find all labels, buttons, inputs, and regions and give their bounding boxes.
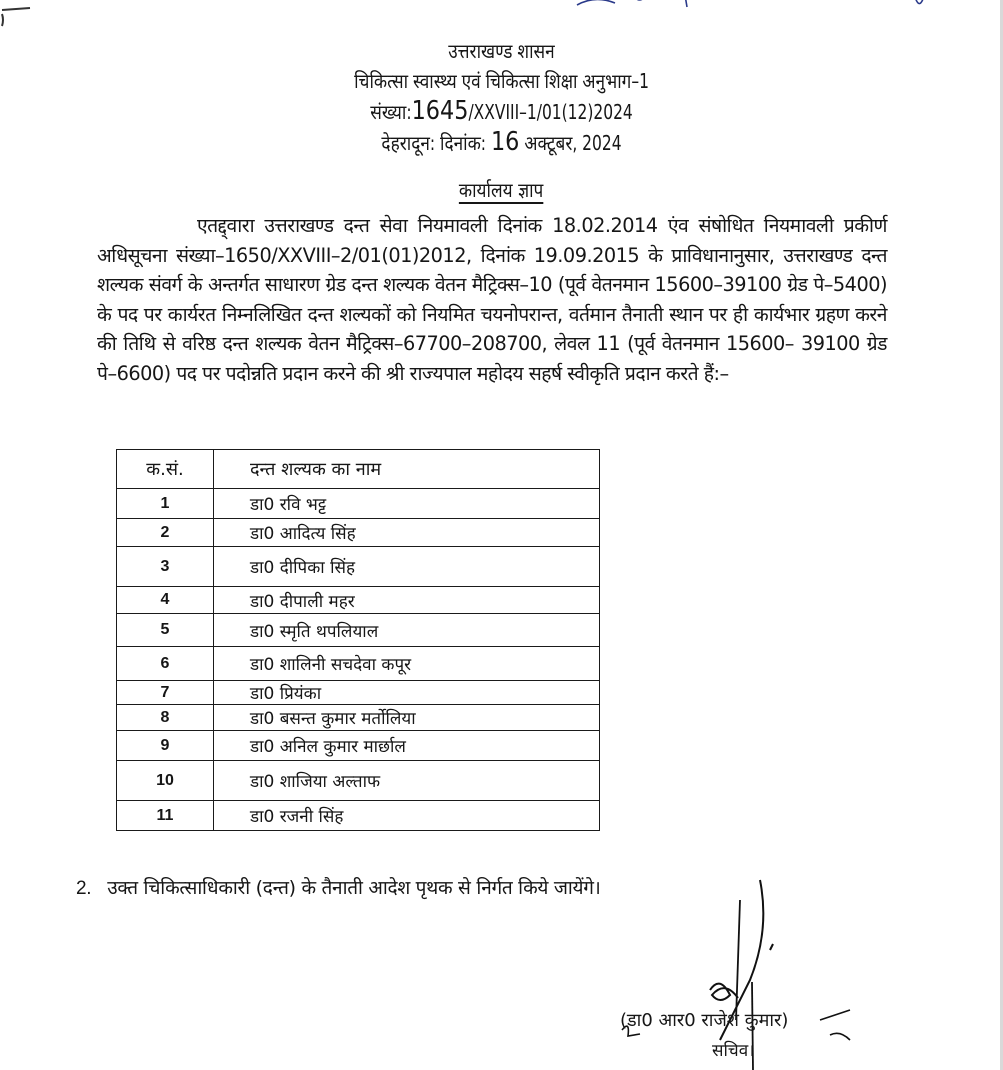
- serial-number: 6: [117, 647, 214, 681]
- dentist-name: डा0 अनिल कुमार मार्छाल: [214, 731, 600, 761]
- table-row: [117, 801, 600, 831]
- dentist-name: डा0 दीपिका सिंह: [214, 547, 600, 587]
- table-row: [117, 705, 600, 731]
- handwritten-mark-top-left: [0, 0, 70, 30]
- table-row: [117, 681, 600, 705]
- table-header-row: [117, 450, 600, 489]
- serial-number: 9: [117, 731, 214, 761]
- body-paragraph: एतद्द्वारा उत्तराखण्ड दन्त सेवा नियमावली दिनांक 18.02.2014 एंव संषोधित नियमावली प्रकीर्ण अधिसूचना संख्या–1650/XXVIII–2/01(01)2012, दिनांक 19.09.2015 के प्राविधानानुसार, उत्तराखण्ड दन्त शल्यक संवर्ग के अन्तर्गत साधारण ग्रेड दन्त शल्यक वेतन मैट्रिक्स–10 (पूर्व वेतनमान 15600–39100 ग्रेड पे–5400) के पद पर कार्यरत निम्नलिखित दन्त शल्यकों को नियमित चयनोपरान्त, वर्तमान तैनाती स्थान पर ही कार्यभार ग्रहण करने की तिथि से वरिष्ठ दन्त शल्यक वेतन मैट्रिक्स–67700–208700, लेवल 11 (पूर्व वेतनमान 15600– 39100 ग्रेड पे–6600) पद पर पदोन्नति प्रदान करने की श्री राज्यपाल महोदय सहर्ष स्वीकृति प्रदान करते हैं:–: [97, 214, 887, 385]
- serial-number: 4: [117, 587, 214, 614]
- serial-number: 8: [117, 705, 214, 731]
- header-name: दन्त शल्यक का नाम: [214, 450, 600, 489]
- table-body: [117, 489, 600, 831]
- point-2: [76, 874, 601, 900]
- table-row: [117, 731, 600, 761]
- document-header: [0, 36, 1003, 158]
- table-row: [117, 647, 600, 681]
- serial-number: 10: [117, 761, 214, 801]
- serial-number: 2: [117, 519, 214, 547]
- government-name: उत्तराखण्ड शासन: [448, 39, 555, 63]
- number-label: संख्या:: [370, 100, 412, 124]
- table-row: [117, 614, 600, 647]
- memo-subject: [0, 176, 1003, 203]
- dentist-name: डा0 बसन्त कुमार मर्तोलिया: [214, 705, 600, 731]
- dentist-name: डा0 दीपाली महर: [214, 587, 600, 614]
- promotion-table: [116, 449, 600, 831]
- date-rest: अक्टूबर, 2024: [524, 131, 622, 155]
- signatory-name: (डा0 आर0 राजेश कुमार): [620, 1010, 789, 1031]
- handwritten-note-top-right: [575, 0, 975, 15]
- table-row: [117, 489, 600, 519]
- department-name: चिकित्सा स्वास्थ्य एवं चिकित्सा शिक्षा अनुभाग–1: [354, 69, 649, 93]
- serial-number: 3: [117, 547, 214, 587]
- table-row: [117, 587, 600, 614]
- dentist-name: डा0 रजनी सिंह: [214, 801, 600, 831]
- signatory-title: सचिव।: [712, 1041, 755, 1061]
- dentist-name: डा0 शाजिया अल्ताफ: [214, 761, 600, 801]
- dentist-name: डा0 शालिनी सचदेवा कपूर: [214, 647, 600, 681]
- point-text: उक्त चिकित्साधिकारी (दन्त) के तैनाती आदेश पृथक से निर्गत किये जायेंगे।: [107, 877, 601, 899]
- serial-number: 1: [117, 489, 214, 519]
- date-label: देहरादून: दिनांक:: [381, 131, 487, 155]
- serial-number: 7: [117, 681, 214, 705]
- point-number: 2.: [76, 878, 92, 899]
- table-row: [117, 761, 600, 801]
- dentist-name: डा0 प्रियंका: [214, 681, 600, 705]
- date-day-handwritten: 16: [490, 127, 520, 157]
- number-handwritten: 1645: [411, 96, 469, 126]
- number-suffix: /XXVIII–1/01(12)2024: [468, 100, 633, 124]
- subject-text: कार्यालय ज्ञाप: [459, 178, 544, 202]
- dentist-name: डा0 स्मृति थपलियाल: [214, 614, 600, 647]
- table-row: [117, 519, 600, 547]
- table-row: [117, 547, 600, 587]
- serial-number: 11: [117, 801, 214, 831]
- reference-number: [70, 96, 933, 127]
- dentist-name: डा0 रवि भट्ट: [214, 489, 600, 519]
- header-serial-number: क.सं.: [117, 450, 214, 489]
- dentist-name: डा0 आदित्य सिंह: [214, 519, 600, 547]
- document-date: [70, 127, 933, 158]
- serial-number: 5: [117, 614, 214, 647]
